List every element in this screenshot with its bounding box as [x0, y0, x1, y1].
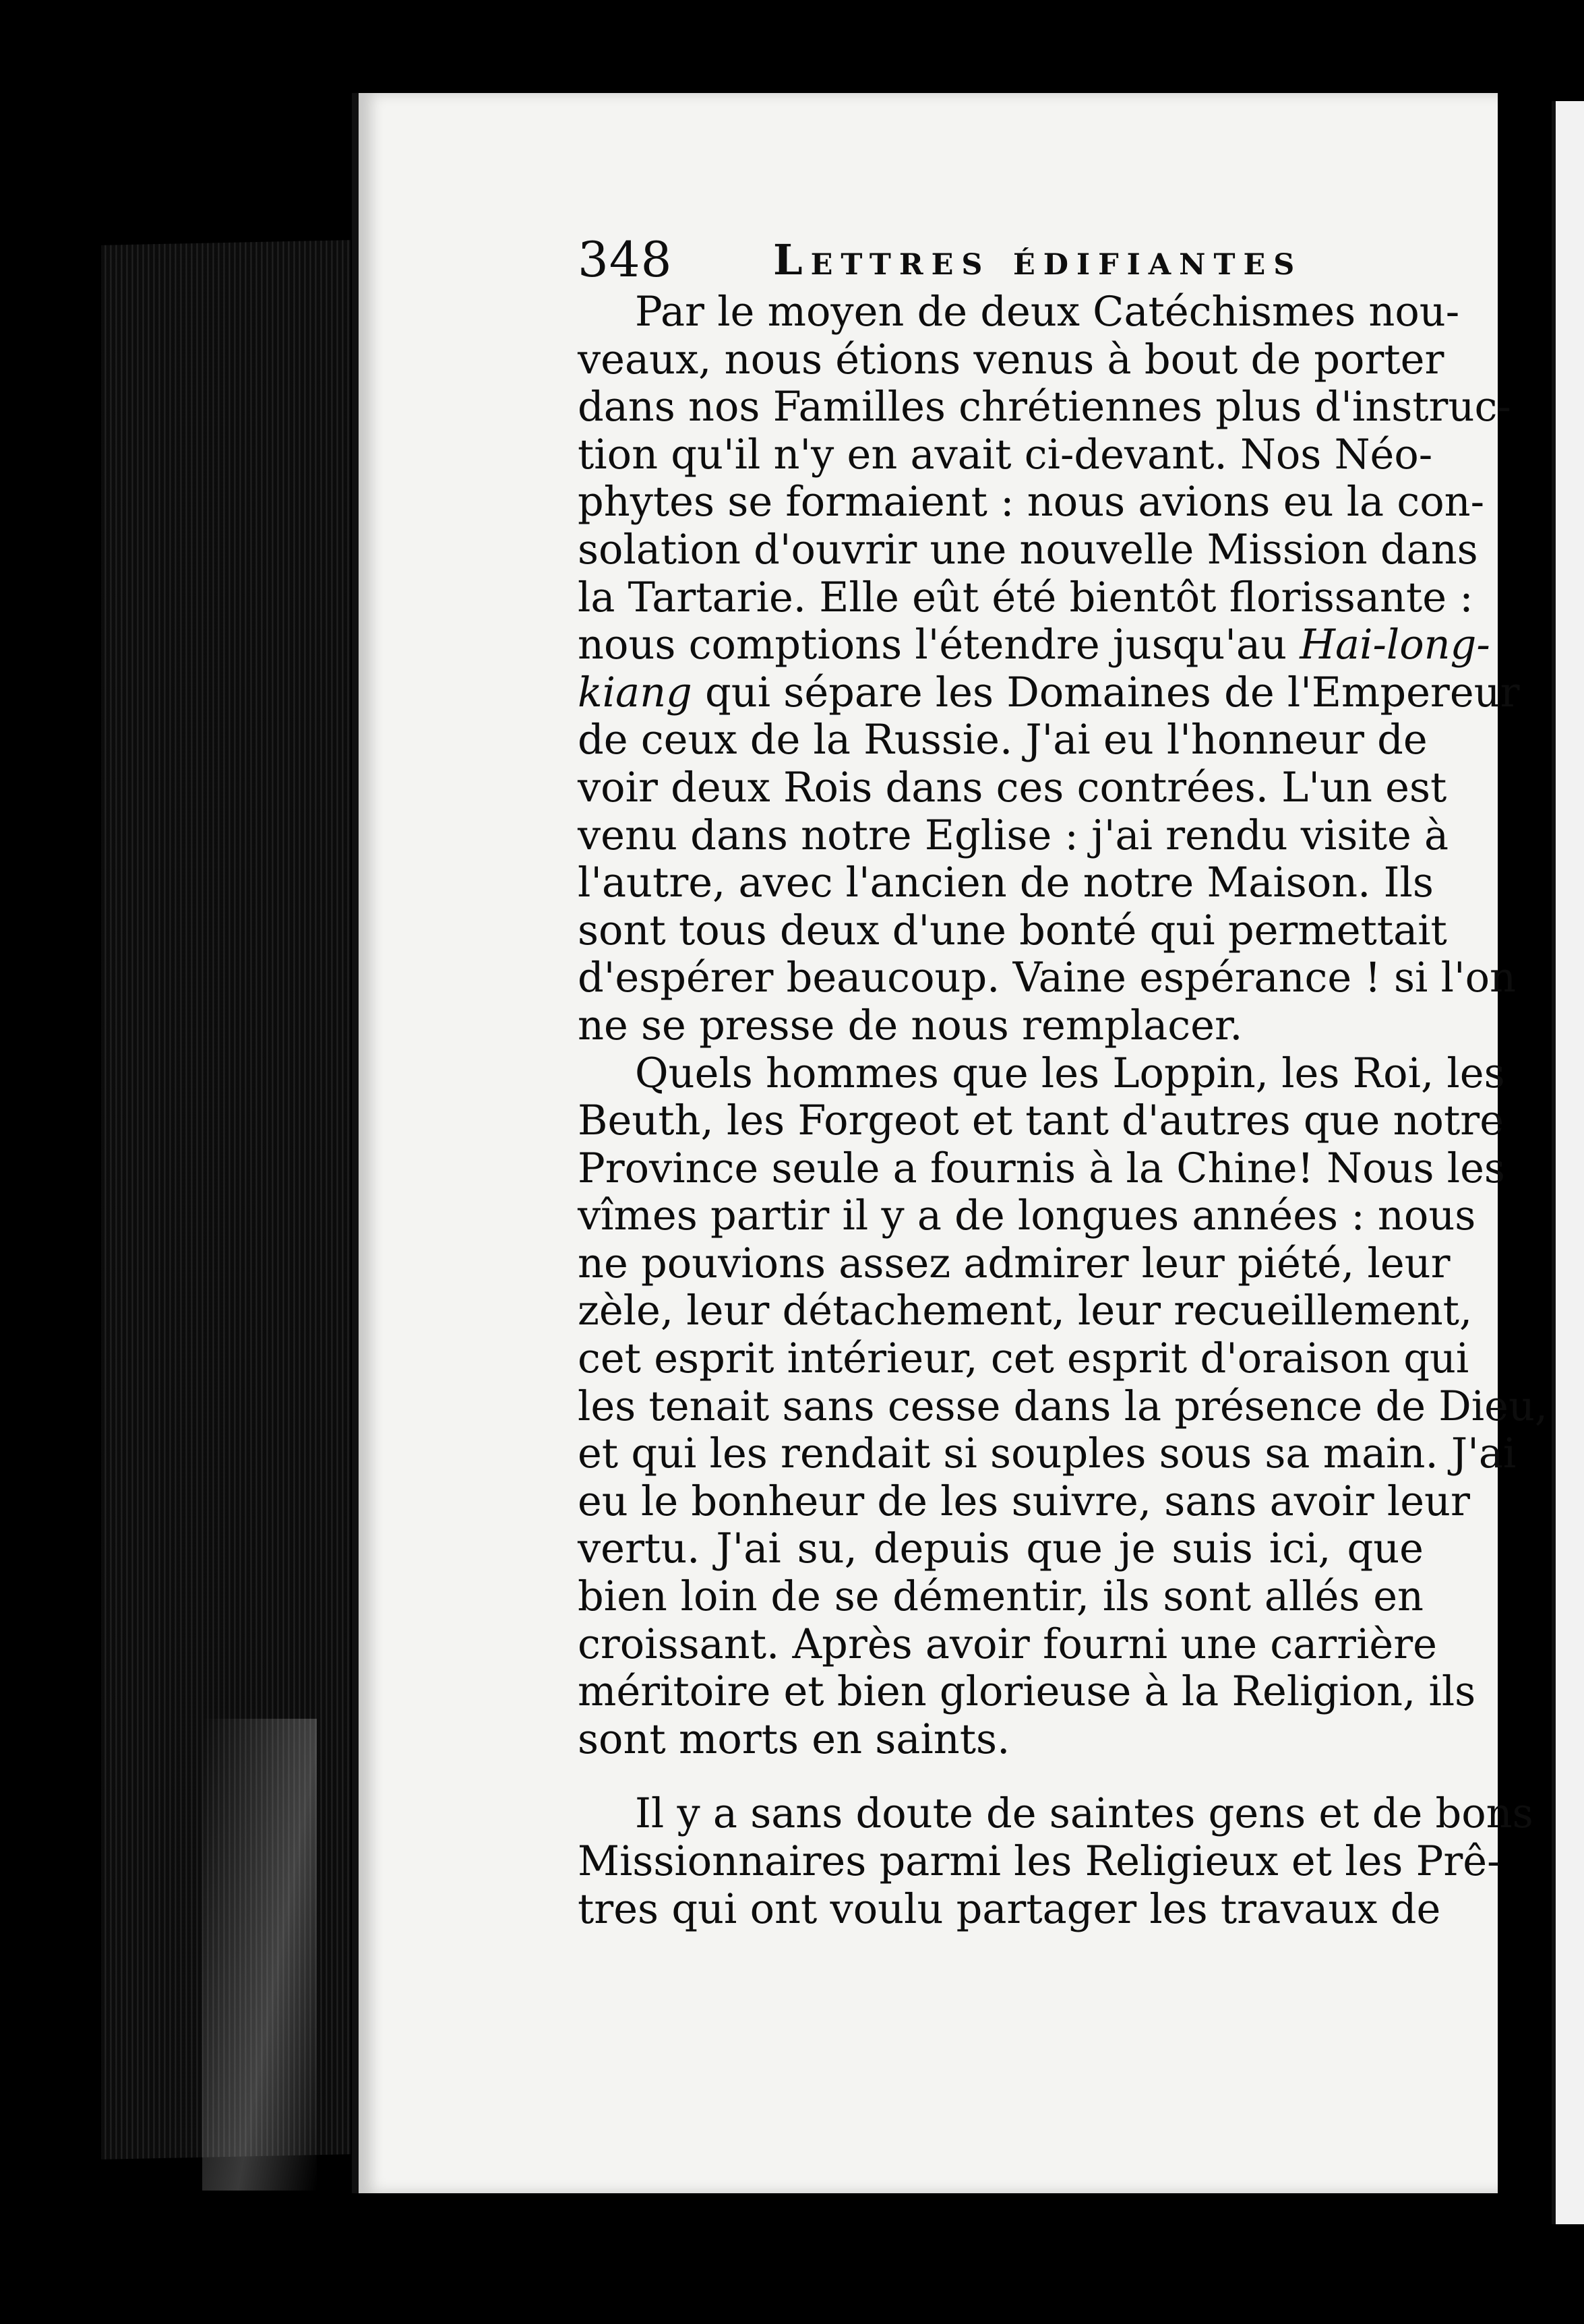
text-line: l'autre, avec l'ancien de notre Maison. Ils [578, 859, 1434, 907]
text-line: les tenait sans cesse dans la présence de Dieu, [578, 1382, 1548, 1430]
text-line: tion qu'il n'y en avait ci-devant. Nos Néo- [578, 431, 1433, 479]
text-line: tres qui ont voulu partager les travaux de [578, 1885, 1441, 1933]
fore-edge-highlight [202, 1719, 317, 2191]
text-line: ne pouvions assez admirer leur piété, leur [578, 1240, 1451, 1287]
text-line: voir deux Rois dans ces contrées. L'un est [578, 764, 1447, 812]
page-number: 348 [578, 231, 673, 288]
text-line: vertu. J'ai su, depuis que je suis ici, que [578, 1525, 1424, 1573]
text-line: Il y a sans doute de saintes gens et de bons [635, 1790, 1533, 1838]
text-line: Missionnaires parmi les Religieux et les Prê- [578, 1838, 1501, 1885]
text-line: la Tartarie. Elle eût été bientôt florissante : [578, 574, 1473, 621]
text-line: bien loin de se démentir, ils sont allés en [578, 1573, 1424, 1621]
text-line: sont morts en saints. [578, 1715, 1010, 1763]
text-line: vîmes partir il y a de longues années : nous [578, 1192, 1476, 1240]
text-line: Par le moyen de deux Catéchismes nou- [635, 288, 1460, 336]
text-line: d'espérer beaucoup. Vaine espérance ! si l'on [578, 954, 1517, 1002]
text-line: Beuth, les Forgeot et tant d'autres que notre [578, 1097, 1504, 1145]
text-line: croissant. Après avoir fourni une carrière [578, 1620, 1437, 1668]
text-line: venu dans notre Eglise : j'ai rendu visite à [578, 812, 1449, 859]
italic-place-name: kiang [578, 669, 692, 716]
text-line-with-italic [578, 621, 1490, 669]
text-line: ne se presse de nous remplacer. [578, 1002, 1243, 1049]
text-line: Province seule a fournis à la Chine! Nous les [578, 1144, 1505, 1192]
facing-page-edge [1552, 101, 1584, 2224]
text-line: zèle, leur détachement, leur recueillement, [578, 1287, 1473, 1335]
text-segment: nous comptions l'étendre jusqu'au [578, 621, 1300, 669]
text-line: et qui les rendait si souples sous sa main. J'ai [578, 1430, 1517, 1478]
text-line: dans nos Familles chrétiennes plus d'instruc- [578, 384, 1511, 431]
running-title: Lettres édifiantes [773, 235, 1303, 284]
text-line-with-italic [578, 669, 1520, 717]
book-page [352, 93, 1548, 2193]
italic-place-name: Hai-long- [1300, 621, 1490, 669]
text-line: veaux, nous étions venus à bout de porter [578, 336, 1444, 384]
text-line: cet esprit intérieur, cet esprit d'oraison qui [578, 1335, 1469, 1383]
text-line: eu le bonheur de les suivre, sans avoir leur [578, 1477, 1470, 1525]
text-segment: qui sépare les Domaines de l'Empereur [692, 669, 1520, 716]
text-line: solation d'ouvrir une nouvelle Mission dans [578, 526, 1478, 574]
text-line: méritoire et bien glorieuse à la Religion, ils [578, 1668, 1476, 1716]
body-text [578, 288, 1548, 1933]
paragraph-2 [578, 1049, 1548, 1764]
paragraph-1 [578, 288, 1520, 1050]
text-line: sont tous deux d'une bonté qui permettait [578, 907, 1447, 954]
paragraph-3 [578, 1790, 1533, 1933]
text-line: Quels hommes que les Loppin, les Roi, les [635, 1049, 1505, 1097]
text-line: de ceux de la Russie. J'ai eu l'honneur de [578, 716, 1428, 764]
text-line: phytes se formaient : nous avions eu la con- [578, 479, 1485, 526]
